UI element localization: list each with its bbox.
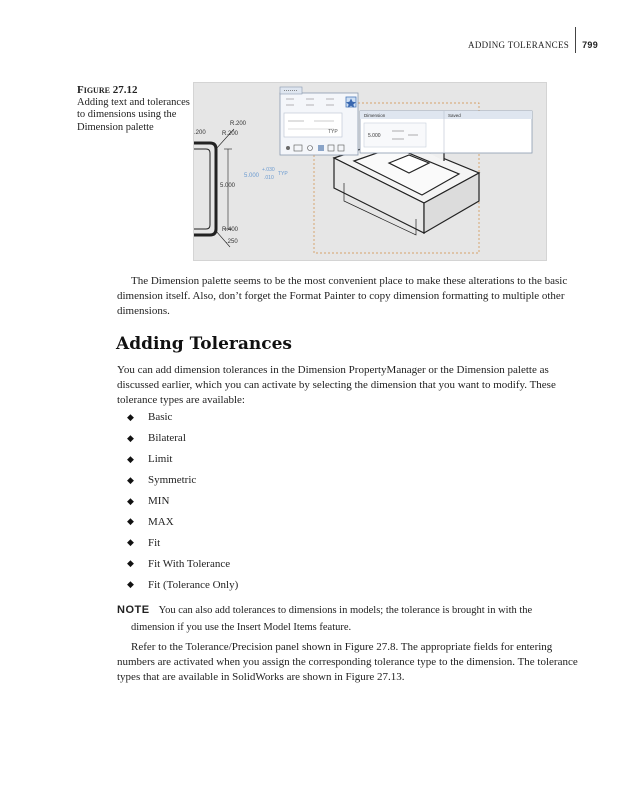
- bullet-diamond-icon: ◆: [127, 537, 134, 548]
- bullet-diamond-icon: ◆: [127, 432, 134, 443]
- bullet-diamond-icon: ◆: [127, 495, 134, 506]
- list-item-label: Symmetric: [148, 474, 197, 487]
- list-item: [127, 407, 238, 428]
- list-item: [127, 574, 238, 595]
- dim-5000-blue: 5.000: [244, 173, 260, 179]
- bullet-diamond-icon: ◆: [127, 558, 134, 569]
- paragraph-1: [117, 274, 582, 319]
- list-item: [127, 449, 238, 470]
- list-item-label: Bilateral: [148, 432, 186, 445]
- figure-label: Figure 27.12: [77, 84, 138, 96]
- running-head: [468, 37, 598, 53]
- running-head-title: ADDING TOLERANCES: [468, 40, 570, 50]
- flyout-label-right: Saved: [448, 113, 461, 118]
- running-head-divider: [575, 27, 576, 53]
- list-item-label: MIN: [148, 495, 170, 507]
- list-item-label: MAX: [148, 515, 174, 528]
- figure-screenshot: [193, 82, 547, 261]
- dim-250: .250: [226, 239, 238, 245]
- note-text: You can also add tolerances to dimensions in models; the tolerance is brought in with the: [158, 605, 533, 616]
- dim-r400: R.400: [222, 227, 239, 233]
- list-item: [127, 428, 238, 449]
- bullet-diamond-icon: ◆: [127, 516, 134, 527]
- note-text-continued: dimension if you use the Insert Model Items feature.: [131, 622, 352, 633]
- bullet-diamond-icon: ◆: [127, 453, 134, 464]
- dimension-palette[interactable]: [280, 87, 358, 155]
- list-item: [127, 553, 238, 574]
- list-item: [127, 532, 238, 553]
- saved-styles-flyout[interactable]: [360, 111, 532, 153]
- dim-200-left: .200: [194, 130, 206, 136]
- page-number: 799: [582, 40, 598, 50]
- list-item-label: Fit: [148, 536, 161, 549]
- paragraph-1-text: The Dimension palette seems to be the most convenient place to make these alterations to the basic dimension itself. Also, don’t forget the Format Painter to copy dimension formatting to multiple other dimensions.: [117, 275, 568, 317]
- list-item-label: Fit (Tolerance Only): [148, 578, 239, 591]
- flyout-label-left: Dimension: [364, 113, 386, 118]
- bullet-diamond-icon: ◆: [127, 411, 134, 422]
- section-heading: Adding Tolerances: [116, 334, 292, 354]
- dim-tol-a: +.030: [262, 167, 275, 173]
- list-item-label: Basic: [148, 411, 173, 424]
- figure-caption-text: Adding text and tolerances to dimensions using the Dimension palette: [77, 96, 190, 133]
- dim-tol-b: .010: [264, 175, 274, 181]
- flyout-5000: 5.000: [368, 133, 381, 139]
- figure-drawing: [194, 83, 546, 260]
- note-label: NOTE: [117, 604, 150, 616]
- list-item: [127, 511, 238, 532]
- palette-typ: TYP: [328, 129, 338, 135]
- tolerance-type-list: [127, 407, 238, 595]
- figure-caption: [77, 84, 192, 134]
- list-item: [127, 470, 238, 491]
- paragraph-2: You can add dimension tolerances in the Dimension PropertyManager or the Dimension palette as discussed earlier, which you can activate by selecting the dimension that you want to modify. These tolerance types are available:: [117, 364, 556, 406]
- dim-tol-c: TYP: [278, 171, 288, 177]
- bullet-diamond-icon: ◆: [127, 579, 134, 590]
- paragraph-4-text: Refer to the Tolerance/Precision panel shown in Figure 27.8. The appropriate fields for entering numbers are activated when you assign the corresponding tolerance type to the dimension. The tolerance types that are available in SolidWorks are shown in Figure 27.13.: [117, 641, 578, 683]
- dim-r200-b: R.200: [222, 131, 239, 137]
- list-item: [127, 491, 238, 512]
- bullet-diamond-icon: ◆: [127, 474, 134, 485]
- dim-5000: 5.000: [220, 183, 236, 189]
- dim-r200-a: R.200: [230, 121, 247, 127]
- paragraph-4: [117, 640, 582, 685]
- list-item-label: Limit: [148, 453, 173, 466]
- list-item-label: Fit With Tolerance: [148, 557, 231, 570]
- note-box: [117, 602, 582, 636]
